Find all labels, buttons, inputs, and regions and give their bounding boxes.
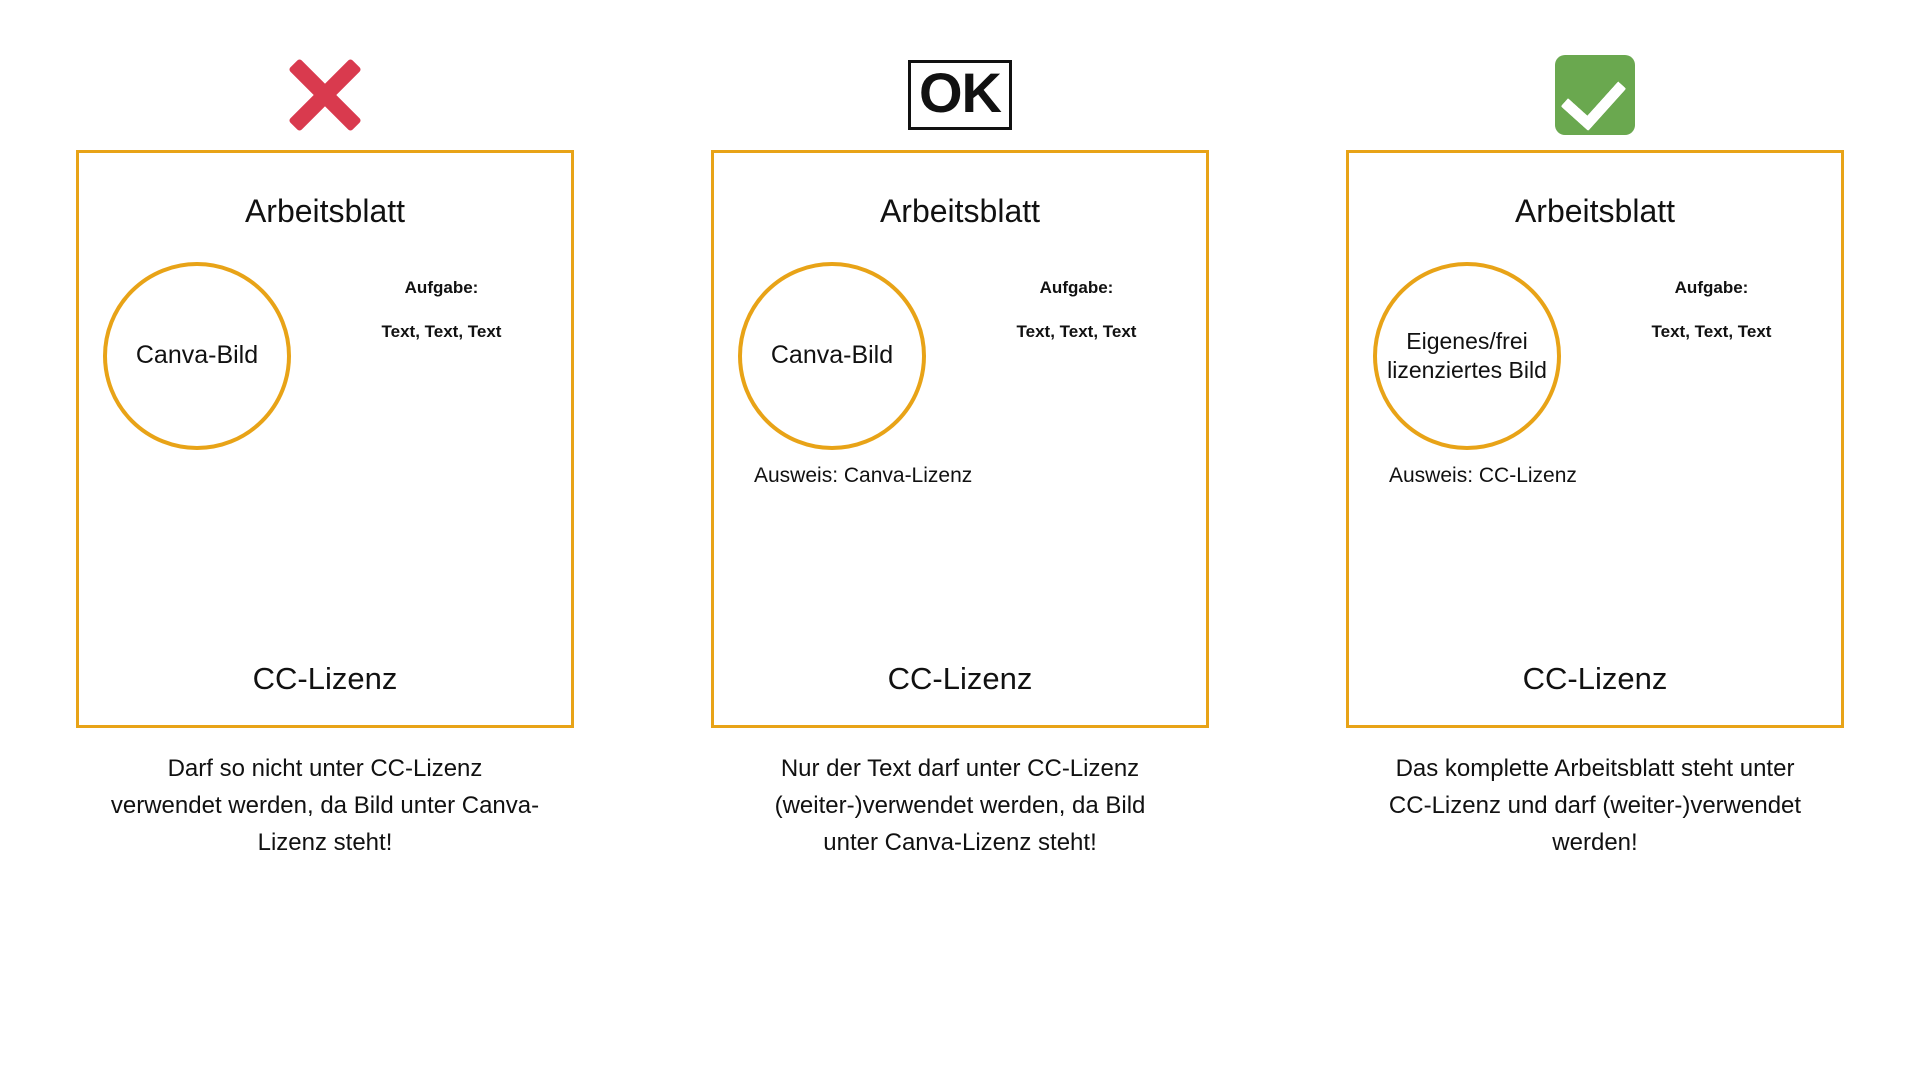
worksheet-title-1: Arbeitsblatt — [244, 193, 406, 229]
image-placeholder-label-1: Canva-Bild — [135, 341, 259, 370]
worksheet-card-1 — [76, 150, 574, 728]
task-block-3 — [1604, 278, 1819, 342]
worksheet-license-3: CC-Lizenz — [1522, 661, 1668, 696]
task-block-1 — [334, 278, 549, 342]
image-placeholder-2 — [738, 262, 926, 450]
license-note-2: Ausweis: Canva-Lizenz — [754, 464, 973, 487]
task-text-1: Text, Text, Text — [381, 322, 502, 341]
worksheet-body-2 — [714, 252, 1206, 487]
image-placeholder-label-3: Eigenes/frei lizenziertes Bild — [1387, 328, 1547, 383]
status-indicator-3 — [1555, 40, 1635, 150]
status-indicator-1 — [283, 40, 367, 150]
worksheet-license-2: CC-Lizenz — [887, 661, 1033, 696]
worksheet-card-3 — [1346, 150, 1844, 728]
scenario-column-2 — [710, 40, 1210, 862]
license-note-3: Ausweis: CC-Lizenz — [1389, 464, 1577, 487]
ok-box-icon: OK — [908, 60, 1012, 130]
scenario-column-3 — [1345, 40, 1845, 862]
worksheet-title-3: Arbeitsblatt — [1514, 193, 1676, 229]
status-indicator-2 — [908, 40, 1012, 150]
caption-2: Nur der Text darf unter CC-Lizenz (weiter-)verwendet werden, da Bild unter Canva-Lizenz steht! — [774, 755, 1146, 857]
image-placeholder-1 — [103, 262, 291, 450]
task-label-1: Aufgabe: — [404, 278, 479, 297]
task-text-3: Text, Text, Text — [1651, 322, 1772, 341]
task-label-3: Aufgabe: — [1674, 278, 1749, 297]
image-placeholder-label-2: Canva-Bild — [770, 341, 894, 370]
caption-1: Darf so nicht unter CC-Lizenz verwendet werden, da Bild unter Canva-Lizenz steht! — [110, 755, 540, 857]
scenario-column-1 — [75, 40, 575, 862]
check-mark-icon — [1555, 55, 1635, 135]
worksheet-body-3 — [1349, 252, 1841, 487]
caption-3: Das komplette Arbeitsblatt steht unter CC-Lizenz und darf (weiter-)verwendet werden! — [1388, 755, 1802, 857]
worksheet-license-1: CC-Lizenz — [252, 661, 398, 696]
image-placeholder-3 — [1373, 262, 1561, 450]
worksheet-body-1 — [79, 252, 571, 482]
cross-mark-icon — [283, 53, 367, 137]
task-block-2 — [969, 278, 1184, 342]
task-label-2: Aufgabe: — [1039, 278, 1114, 297]
worksheet-card-2 — [711, 150, 1209, 728]
task-text-2: Text, Text, Text — [1016, 322, 1137, 341]
worksheet-title-2: Arbeitsblatt — [879, 193, 1041, 229]
